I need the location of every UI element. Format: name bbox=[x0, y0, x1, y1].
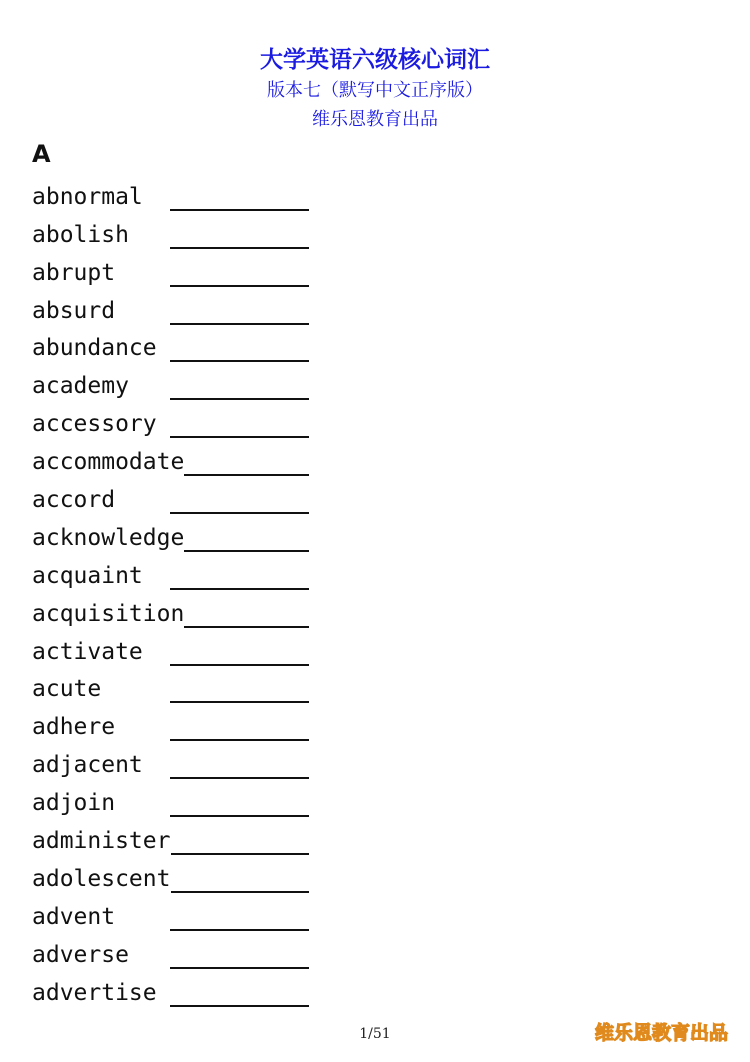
answer-blank bbox=[170, 899, 309, 931]
word-row bbox=[32, 934, 309, 972]
word-row bbox=[32, 214, 309, 252]
vocabulary-word: accord bbox=[32, 487, 116, 514]
word-row bbox=[32, 669, 309, 707]
vocabulary-word: adverse bbox=[32, 941, 129, 968]
answer-blank bbox=[171, 861, 310, 893]
answer-blank bbox=[170, 558, 309, 590]
word-row bbox=[32, 479, 309, 517]
vocabulary-word: adhere bbox=[32, 714, 116, 741]
answer-blank bbox=[170, 747, 309, 779]
word-row bbox=[32, 631, 309, 669]
word-row bbox=[32, 744, 309, 782]
answer-blank bbox=[170, 406, 309, 438]
word-row bbox=[32, 176, 309, 214]
vocabulary-word: abrupt bbox=[32, 259, 116, 286]
word-row bbox=[32, 706, 309, 744]
answer-blank bbox=[171, 823, 310, 855]
vocabulary-word: accessory bbox=[32, 411, 157, 438]
answer-blank bbox=[170, 255, 309, 287]
answer-blank bbox=[170, 217, 309, 249]
answer-blank bbox=[170, 785, 309, 817]
word-row bbox=[32, 782, 309, 820]
vocabulary-word: adolescent bbox=[32, 865, 171, 892]
word-list bbox=[32, 176, 309, 1010]
answer-blank bbox=[184, 444, 309, 476]
word-row bbox=[32, 972, 309, 1010]
vocabulary-word: academy bbox=[32, 373, 129, 400]
document-subtitle: 版本七（默写中文正序版） bbox=[267, 80, 483, 101]
answer-blank bbox=[184, 520, 309, 552]
answer-blank bbox=[170, 330, 309, 362]
answer-blank bbox=[170, 482, 309, 514]
word-row bbox=[32, 858, 309, 896]
answer-blank bbox=[170, 671, 309, 703]
word-row bbox=[32, 328, 309, 366]
word-row bbox=[32, 593, 309, 631]
answer-blank bbox=[170, 293, 309, 325]
vocabulary-word: activate bbox=[32, 638, 143, 665]
word-row bbox=[32, 555, 309, 593]
word-row bbox=[32, 252, 309, 290]
vocabulary-word: absurd bbox=[32, 297, 116, 324]
word-row bbox=[32, 441, 309, 479]
answer-blank bbox=[170, 179, 309, 211]
vocabulary-word: adjoin bbox=[32, 790, 116, 817]
vocabulary-word: adjacent bbox=[32, 752, 143, 779]
document-title: 大学英语六级核心词汇 bbox=[260, 47, 490, 73]
vocabulary-word: abundance bbox=[32, 335, 157, 362]
word-row bbox=[32, 365, 309, 403]
vocabulary-word: acute bbox=[32, 676, 102, 703]
vocabulary-word: acquaint bbox=[32, 562, 143, 589]
page-number: 1/51 bbox=[359, 1026, 391, 1042]
vocabulary-word: advent bbox=[32, 903, 116, 930]
word-row bbox=[32, 820, 309, 858]
word-row bbox=[32, 403, 309, 441]
vocabulary-word: abolish bbox=[32, 221, 129, 248]
vocabulary-word: administer bbox=[32, 828, 171, 855]
vocabulary-word: acquisition bbox=[32, 600, 185, 627]
vocabulary-word: accommodate bbox=[32, 449, 185, 476]
word-row bbox=[32, 290, 309, 328]
answer-blank bbox=[170, 975, 309, 1007]
publisher-line: 维乐恩教育出品 bbox=[312, 109, 438, 130]
answer-blank bbox=[170, 937, 309, 969]
vocabulary-word: abnormal bbox=[32, 183, 143, 210]
answer-blank bbox=[170, 634, 309, 666]
answer-blank bbox=[170, 368, 309, 400]
document-header bbox=[0, 44, 750, 134]
word-row bbox=[32, 517, 309, 555]
word-row bbox=[32, 896, 309, 934]
vocabulary-word: advertise bbox=[32, 979, 157, 1006]
vocabulary-word: acknowledge bbox=[32, 524, 185, 551]
section-letter: A bbox=[32, 140, 51, 168]
answer-blank bbox=[170, 709, 309, 741]
answer-blank bbox=[184, 596, 309, 628]
publisher-watermark: 维乐恩教育出品 bbox=[594, 1022, 728, 1044]
